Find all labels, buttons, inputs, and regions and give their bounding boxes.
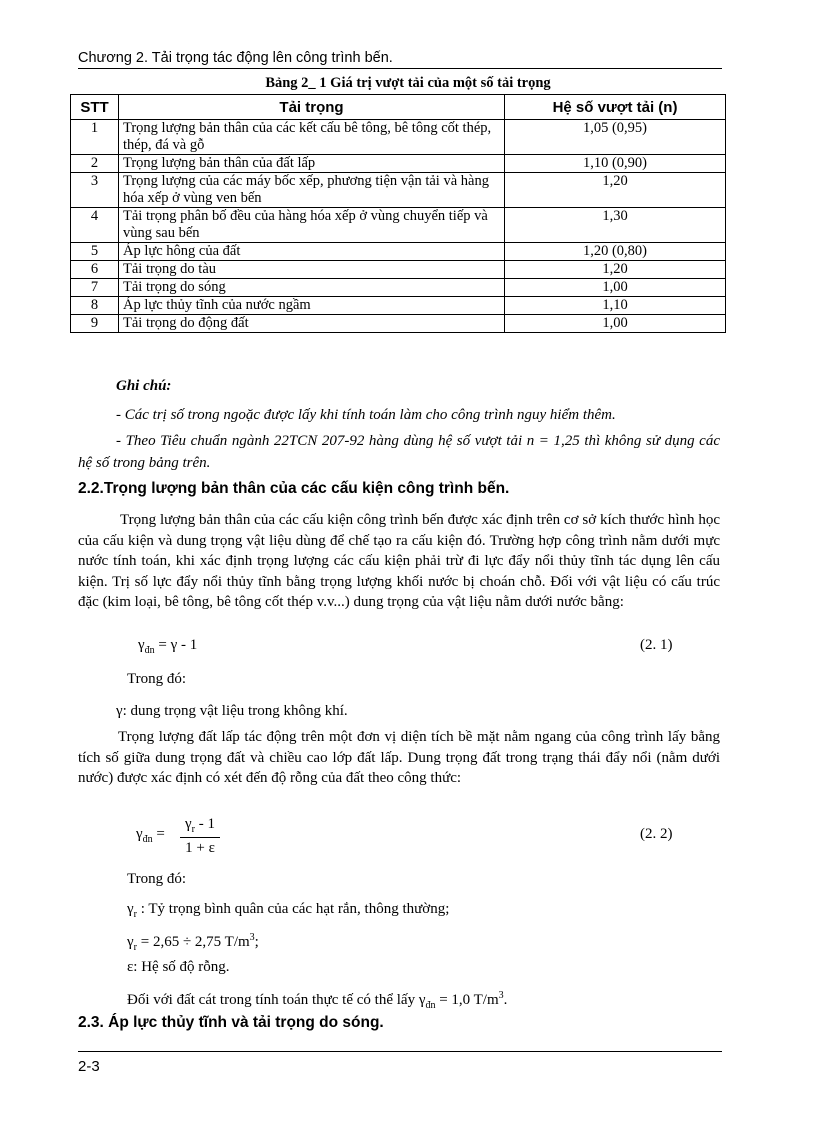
cell-load: Áp lực hông của đất [119,243,505,261]
col-header-factor: Hệ số vượt tải (n) [505,95,726,120]
table-row [71,208,726,243]
cell-stt: 2 [71,155,119,173]
table-row [71,297,726,315]
cell-load: Trọng lượng bản thân của đất lấp [119,155,505,173]
col-header-stt: STT [71,95,119,120]
eq-symbol: γ [136,826,143,842]
page-header: Chương 2. Tải trọng tác động lên công trình bến. [78,50,393,66]
cell-factor: 1,10 (0,90) [505,155,726,173]
equation-2-1 [138,637,197,656]
eq-symbol: γ [127,901,134,917]
definition-text: : Tỷ trọng bình quân của các hạt rắn, thông thường; [136,901,450,917]
table-header-row [71,95,726,120]
eq-subscript: đn [144,645,155,656]
definition-text: = 1,0 T/m [435,992,499,1008]
note-item: - Theo Tiêu chuẩn ngành 22TCN 207-92 hàng dùng hệ số vượt tải n = 1,25 thì không sử dụng các hệ số trong bảng trên. [78,433,720,471]
page-number: 2-3 [78,1058,100,1075]
cell-factor: 1,00 [505,279,726,297]
table-row [71,120,726,155]
paragraph: Trọng lượng đất lấp tác động trên một đơn vị diện tích bề mặt nằm ngang của công trình lấy bằng tích số giữa dung trọng đất và chiều cao lớp đất lấp. Dung trọng đất trong trạng thái đẩy nổi (nằm dưới nước) được xác định có xét đến độ rỗng của đất theo công thức: [78,729,720,786]
eq-superscript: 3 [249,932,255,943]
section-heading-2-2: 2.2.Trọng lượng bản thân của các cấu kiện công trình bến. [78,480,510,497]
cell-factor: 1,10 [505,297,726,315]
definition-line [127,928,259,958]
equation-number: (2. 2) [640,826,673,842]
table-row [71,243,726,261]
paragraph: Trọng lượng bản thân của các cấu kiện công trình bến được xác định trên cơ sở kích thước hình học của cấu kiện và dung trọng vật liệu dùng để chế tạo ra cấu kiện đó. Trường hợp công trình nằm dưới mực nước tính toán, khi xác định trọng lượng các cấu kiện phải trừ đi lực đẩy nổi thủy tĩnh tác dụng lên cấu kiện. Trị số lực đẩy nổi thủy tĩnh bằng trọng lượng khối nước bị choán chỗ. Đối với vật liệu có cấu trúc đặc (kim loại, bê tông, bê tông cốt thép v.v...) dung trọng của vật liệu nằm dưới nước bằng: [78,512,720,610]
note-item: - Các trị số trong ngoặc được lấy khi tính toán làm cho công trình nguy hiểm thêm. [116,407,616,423]
cell-factor: 1,00 [505,315,726,333]
cell-load: Tải trọng do sóng [119,279,505,297]
cell-stt: 9 [71,315,119,333]
eq-text: - 1 [194,816,215,832]
cell-load: Tải trọng do tàu [119,261,505,279]
eq-symbol: γ [185,816,192,832]
table-row [71,279,726,297]
table-row [71,173,726,208]
eq-symbol: γ [138,637,145,653]
cell-factor: 1,05 (0,95) [505,120,726,155]
where-label: Trong đó: [127,671,187,687]
definition-text: . [503,992,508,1008]
cell-factor: 1,20 (0,80) [505,243,726,261]
col-header-load: Tải trọng [119,95,505,120]
cell-load: Trọng lượng của các máy bốc xếp, phương tiện vận tải và hàng hóa xếp ở vùng ven bến [119,173,505,208]
cell-stt: 6 [71,261,119,279]
notes-title: Ghi chú: [116,378,172,394]
cell-stt: 3 [71,173,119,208]
table-row [71,261,726,279]
definition-line [127,986,507,1016]
eq-equals: = [156,826,165,842]
eq-symbol: γ [127,934,134,950]
cell-stt: 7 [71,279,119,297]
definition-text: = 2,65 ÷ 2,75 T/m [136,934,250,950]
cell-load: Tải trọng do động đất [119,315,505,333]
cell-factor: 1,20 [505,173,726,208]
eq-subscript: r [133,942,137,953]
cell-load: Trọng lượng bản thân của các kết cấu bê tông, bê tông cốt thép, thép, đá và gỗ [119,120,505,155]
where-label: Trong đó: [127,871,187,887]
eq-subscript: r [133,909,137,920]
eq-subscript: đn [142,834,153,845]
cell-stt: 4 [71,208,119,243]
header-rule [78,68,722,69]
cell-factor: 1,30 [505,208,726,243]
definition-text: Đối với đất cát trong tính toán thực tế có thể lấy γ [127,992,426,1008]
fraction-denominator: 1 + ε [185,840,215,856]
footer-rule [78,1051,722,1052]
section-heading-2-3: 2.3. Áp lực thủy tĩnh và tải trọng do sóng. [78,1014,384,1031]
definition-text: ; [254,934,259,950]
cell-load: Tải trọng phân bố đều của hàng hóa xếp ở vùng chuyển tiếp và vùng sau bến [119,208,505,243]
eq-rhs: = γ - 1 [158,637,198,653]
cell-stt: 8 [71,297,119,315]
eq-superscript: 3 [498,990,504,1001]
definition-line: γ: dung trọng vật liệu trong không khí. [116,703,348,719]
eq-subscript: đn [425,1000,436,1011]
equation-2-2-fraction [180,816,220,857]
cell-stt: 5 [71,243,119,261]
eq-subscript: r [191,824,195,835]
fraction-numerator [180,816,220,838]
table-row [71,155,726,173]
cell-load: Áp lực thủy tĩnh của nước ngầm [119,297,505,315]
cell-factor: 1,20 [505,261,726,279]
cell-stt: 1 [71,120,119,155]
equation-number: (2. 1) [640,637,673,653]
definition-line: ε: Hệ số độ rỗng. [127,959,230,975]
table-row [71,315,726,333]
definition-line [127,899,449,925]
table-caption: Bảng 2_ 1 Giá trị vượt tải của một số tải trọng [265,75,551,91]
equation-2-2-lhs [136,826,165,845]
load-factor-table [70,94,726,333]
